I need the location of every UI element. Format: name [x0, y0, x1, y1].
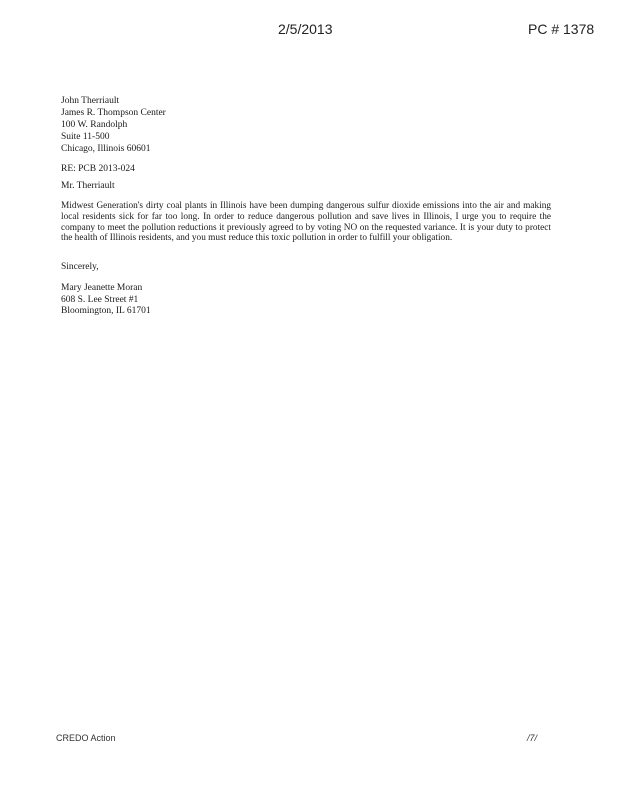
header-pc-number: PC # 1378 — [528, 21, 595, 37]
re-line: RE: PCB 2013-024 — [61, 164, 135, 174]
signer-name: Mary Jeanette Moran — [61, 283, 143, 293]
signer-block — [61, 283, 151, 318]
recipient-name: John Therriault — [61, 96, 120, 106]
recipient-city: Chicago, Illinois 60601 — [61, 144, 151, 154]
closing: Sincerely, — [61, 262, 99, 272]
footer-source: CREDO Action — [56, 733, 116, 743]
salutation: Mr. Therriault — [61, 181, 115, 191]
letter-body: Midwest Generation's dirty coal plants in Illinois have been dumping dangerous sulfur dioxide emissions into the air and making local residents sick for far too long. In order to reduce dangerous pollution and save lives in Illinois, I urge you to require the company to meet the pollution reductions it previously agreed to by voting NO on the requested variance. It is your duty to protect the health of Illinois residents, and you must reduce this toxic pollution in order to fulfill your obligation. — [61, 201, 551, 244]
recipient-suite: Suite 11-500 — [61, 132, 110, 142]
header-date: 2/5/2013 — [278, 21, 333, 37]
recipient-street: 100 W. Randolph — [61, 120, 128, 130]
signer-street: 608 S. Lee Street #1 — [61, 294, 139, 305]
recipient-building: James R. Thompson Center — [61, 108, 166, 118]
signer-city: Bloomington, IL 61701 — [61, 306, 151, 316]
footer-page-mark: /7/ — [527, 733, 538, 743]
recipient-address — [61, 95, 166, 155]
